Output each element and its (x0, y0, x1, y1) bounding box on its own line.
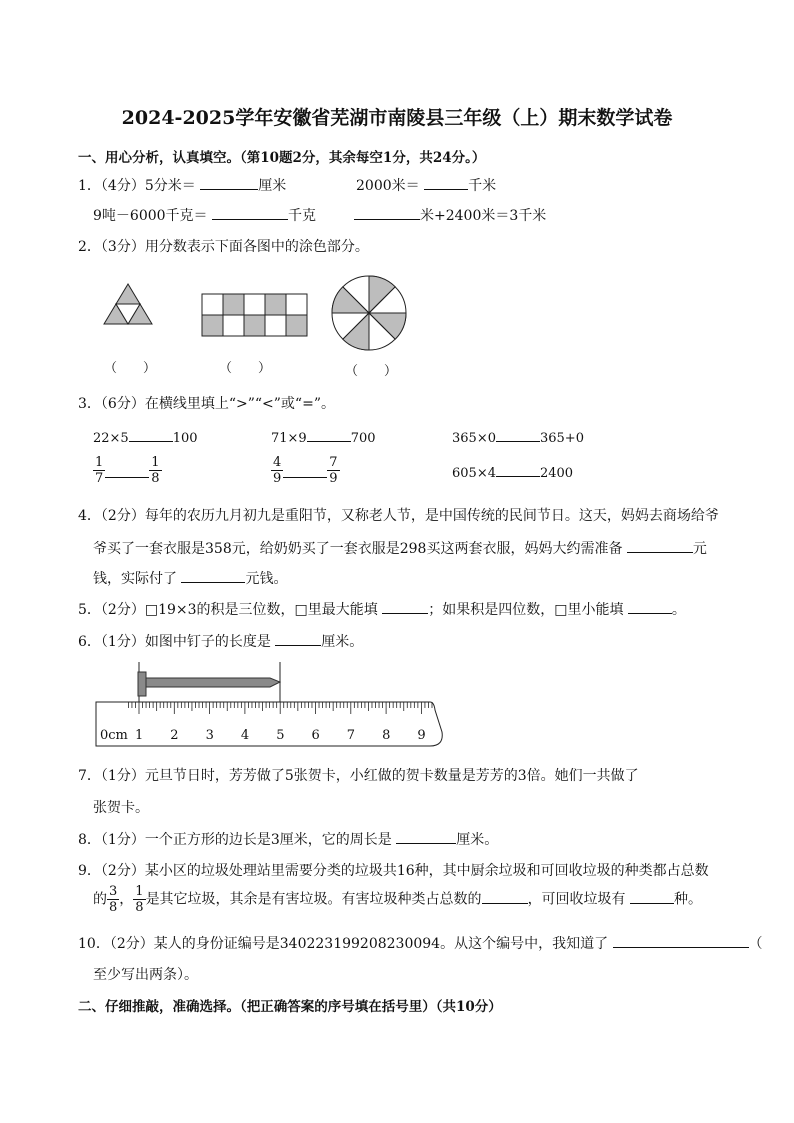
answer-blank[interactable] (627, 538, 693, 553)
answer-blank[interactable] (283, 463, 327, 478)
section-heading-2: 二、仔细推敲，准确选择。（把正确答案的序号填在括号里）（共10分） (78, 999, 502, 1015)
shaded-circle-figure (332, 276, 406, 350)
section-heading-1: 一、用心分析，认真填空。（第10题2分，其余每空1分，共24分。） (78, 150, 486, 166)
ruler-label: 7 (346, 728, 356, 743)
ruler-label: 4 (240, 728, 250, 743)
question-text: □19×3的积是三位数，□里最大能填 (144, 602, 378, 618)
ruler-figure (92, 660, 462, 752)
shaded-triangle-figure (104, 284, 152, 324)
q1-unit-c: 千克 (288, 208, 316, 224)
answer-blank[interactable] (307, 427, 351, 442)
compare-right: 100 (172, 431, 198, 446)
question-text: 元旦节日时，芳芳做了5张贺卡，小红做的贺卡数量是芳芳的3倍。她们一共做了 (144, 768, 639, 784)
question-text: 某小区的垃圾处理站里需要分类的垃圾共16种，其中厨余垃圾和可回收垃圾的种类都占总数 (144, 863, 709, 879)
ruler-label: 3 (205, 728, 214, 743)
question-text: 用分数表示下面各图中的涂色部分。 (144, 239, 369, 255)
fraction: $\frac{3}{8}$ (109, 884, 118, 915)
question-text: 。 (671, 602, 686, 618)
fraction: $\frac{1}{7}$ (95, 455, 104, 486)
question-text: 爷买了一套衣服是358元，给奶奶买了一套衣服是298买这两套衣服，妈妈大约需准备 (93, 541, 623, 557)
answer-paren-3[interactable]: （ ） (345, 364, 398, 379)
question-4-line-1 (78, 505, 719, 525)
question-number: 1． (78, 178, 101, 194)
compare-item-3 (452, 427, 584, 446)
question-number: 7． (78, 768, 101, 784)
question-9-line-2 (93, 884, 702, 915)
question-text: 的 (93, 891, 107, 908)
fraction: $\frac{7}{9}$ (329, 455, 338, 486)
question-3 (78, 393, 335, 413)
answer-blank[interactable] (630, 889, 674, 904)
question-text: 每年的农历九月初九是重阳节，又称老人节，是中国传统的民间节日。这天，妈妈去商场给爷 (144, 508, 719, 524)
question-5 (78, 599, 686, 619)
q1-text-c: 9吨－6000千克＝ (93, 208, 208, 224)
page-title: 2024-2025学年安徽省芜湖市南陵县三年级（上）期末数学试卷 (121, 107, 673, 129)
answer-blank[interactable] (382, 599, 428, 614)
question-number: 4． (78, 508, 101, 524)
question-number: 9． (78, 863, 101, 879)
question-8 (78, 829, 498, 849)
answer-blank[interactable] (482, 889, 528, 904)
question-text: ，可回收垃圾有 (527, 891, 626, 908)
question-number: 6． (78, 634, 101, 650)
ruler-label: 0cm (100, 728, 128, 743)
ruler-label: 5 (276, 728, 285, 743)
question-text: 某人的身份证编号是340223199208230094。从这个编号中，我知道了 (153, 936, 609, 952)
compare-item-6 (452, 462, 573, 481)
fraction: $\frac{4}{9}$ (273, 455, 282, 486)
question-score: （3分） (100, 239, 145, 255)
q1-text-b: 2000米＝ (356, 178, 420, 194)
question-number: 3． (78, 396, 101, 412)
ruler-label: 9 (417, 728, 426, 743)
question-score: （1分） (100, 768, 145, 784)
ruler-label: 2 (170, 728, 179, 743)
question-score: （2分） (100, 602, 145, 618)
question-score: （4分） (100, 178, 145, 194)
question-4-line-3 (93, 568, 287, 588)
compare-left: 22×5 (93, 431, 129, 446)
question-text: ；如果积是四位数，□里小能填 (428, 602, 624, 618)
question-6 (78, 631, 363, 651)
question-text: 如图中钉子的长度是 (144, 634, 271, 650)
question-score: （2分） (109, 936, 154, 952)
compare-item-4 (93, 455, 162, 486)
question-text: 种。 (674, 891, 703, 908)
answer-blank[interactable] (105, 463, 149, 478)
question-7-line-1 (78, 765, 639, 785)
question-1-line-1 (78, 175, 286, 195)
question-text: （ (748, 936, 763, 952)
question-number: 5． (78, 602, 101, 618)
ruler-label: 8 (382, 728, 391, 743)
answer-blank[interactable] (129, 427, 173, 442)
compare-right: 365+0 (539, 431, 584, 446)
answer-blank[interactable] (628, 599, 672, 614)
question-number: 8． (78, 832, 101, 848)
compare-left: 71×9 (271, 431, 307, 446)
answer-blank[interactable] (212, 205, 288, 220)
unit-text: 元钱。 (245, 571, 288, 587)
question-9-line-1 (78, 860, 709, 880)
question-text: 在横线里填上“>”“<”或“=”。 (144, 396, 335, 412)
unit-text: 厘米。 (321, 634, 364, 650)
ruler-ticks (128, 702, 432, 714)
question-text: 钱，实际付了 (93, 571, 177, 587)
question-score: （6分） (100, 396, 145, 412)
question-2 (78, 236, 369, 256)
question-text: 是其它垃圾，其余是有害垃圾。有害垃圾种类占总数的 (145, 891, 482, 908)
answer-blank[interactable] (354, 205, 420, 220)
answer-blank[interactable] (496, 427, 540, 442)
ruler-label: 6 (311, 728, 320, 743)
compare-left: 605×4 (452, 466, 496, 481)
question-10-line-1 (78, 933, 763, 953)
question-10-line-2: 至少写出两条）。 (93, 967, 198, 983)
q1-unit-b: 千米 (468, 178, 497, 194)
question-score: （2分） (100, 863, 145, 879)
compare-right: 700 (350, 431, 376, 446)
question-1-part-c (93, 205, 316, 225)
fraction: $\frac{1}{8}$ (135, 884, 144, 915)
answer-blank[interactable] (396, 829, 456, 844)
answer-paren-2[interactable]: （ ） (219, 361, 272, 376)
nail-icon (138, 672, 280, 696)
answer-paren-1[interactable]: （ ） (104, 361, 157, 376)
answer-blank[interactable] (613, 933, 749, 948)
question-score: （2分） (100, 508, 145, 524)
answer-blank[interactable] (496, 462, 540, 477)
answer-blank[interactable] (424, 175, 468, 190)
compare-item-5 (271, 455, 340, 486)
shaded-rectangle-figure (202, 294, 307, 336)
unit-text: 元 (692, 541, 707, 557)
q2-figures (90, 270, 410, 362)
question-text: 一个正方形的边长是3厘米，它的周长是 (144, 832, 392, 848)
q1-unit-a: 厘米 (258, 178, 287, 194)
fraction: $\frac{1}{8}$ (151, 455, 160, 486)
compare-item-2 (271, 427, 376, 446)
question-1-part-d (354, 205, 546, 225)
ruler-label: 1 (135, 728, 144, 743)
question-1-part-b (356, 175, 496, 195)
question-score: （1分） (100, 634, 145, 650)
answer-blank[interactable] (200, 175, 258, 190)
question-7-line-2: 张贺卡。 (93, 800, 149, 816)
compare-right: 2400 (539, 466, 574, 481)
question-4-line-2 (93, 538, 707, 558)
unit-text: 厘米。 (456, 832, 499, 848)
question-text: ， (119, 891, 134, 908)
q1-text-a: 5分米＝ (144, 178, 196, 194)
answer-blank[interactable] (181, 568, 245, 583)
compare-item-1 (93, 427, 198, 446)
question-number: 2． (78, 239, 101, 255)
question-score: （1分） (100, 832, 145, 848)
answer-blank[interactable] (275, 631, 321, 646)
compare-left: 365×0 (452, 431, 496, 446)
q1-unit-d: 米+2400米＝3千米 (420, 208, 547, 224)
question-number: 10． (78, 936, 110, 952)
